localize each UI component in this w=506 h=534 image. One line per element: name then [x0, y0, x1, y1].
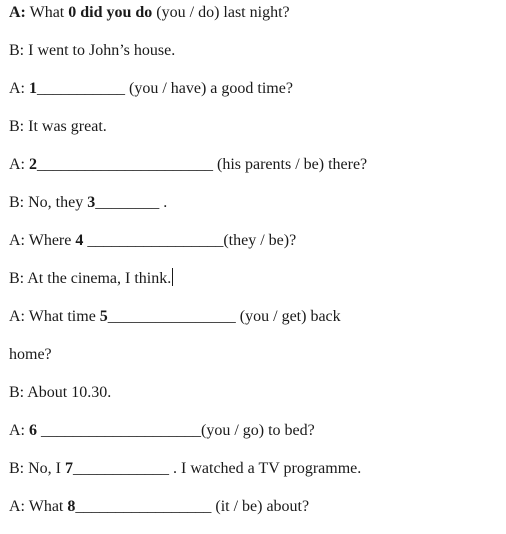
verb-prompt: (you / get) back [235, 308, 341, 325]
speaker-label: A: [9, 156, 25, 173]
speaker-label: A: [9, 232, 25, 249]
dialogue-line-14 [9, 494, 501, 532]
dialogue-line-5 [9, 152, 501, 190]
verb-prompt: (you / go) to bed? [201, 422, 315, 439]
answer-blank[interactable]: ________________ [107, 308, 236, 325]
dialogue-line-13 [9, 456, 501, 494]
answer-blank[interactable]: ________ [95, 194, 160, 211]
answer-blank[interactable]: ______________________ [37, 156, 213, 173]
verb-prompt: (his parents / be) there? [213, 156, 368, 173]
dialogue-line-11 [9, 380, 501, 418]
dialogue-line-4 [9, 114, 501, 152]
line-text: It was great. [24, 118, 107, 135]
question-number: 5 [99, 308, 108, 325]
line-text: At the cinema, I think. [24, 270, 172, 287]
line-text: I went to John’s house. [24, 42, 176, 59]
speaker-label: A: [9, 80, 25, 97]
question-number: 8 [67, 498, 76, 515]
speaker-label: A: [9, 422, 25, 439]
example-answer: 0 did you do [68, 4, 153, 21]
answer-blank[interactable]: _________________ [75, 498, 212, 515]
dialogue-line-9 [9, 304, 501, 342]
speaker-label: B: [9, 42, 25, 59]
speaker-label: A: [9, 4, 26, 21]
dialogue-line-6 [9, 190, 501, 228]
dialogue-line-2 [9, 38, 501, 76]
dialogue-line-1 [9, 0, 501, 38]
dialogue-line-7 [9, 228, 501, 266]
answer-blank[interactable]: _________________ [83, 232, 224, 249]
question-number: 4 [75, 232, 84, 249]
dialogue-line-8 [9, 266, 501, 304]
line-text: No, they [24, 194, 88, 211]
speaker-label: B: [9, 460, 25, 477]
verb-prompt: (it / be) about? [211, 498, 310, 515]
question-number: 6 [29, 422, 37, 439]
verb-prompt: (they / be)? [223, 232, 297, 249]
question-number: 7 [65, 460, 74, 477]
line-text: . [159, 194, 168, 211]
question-number: 2 [29, 156, 37, 173]
answer-blank[interactable]: ____________ [73, 460, 170, 477]
question-number: 3 [87, 194, 96, 211]
text-cursor [172, 268, 173, 286]
dialogue-line-10 [9, 342, 501, 380]
verb-prompt: (you / do) last night? [152, 4, 290, 21]
dialogue-line-3 [9, 76, 501, 114]
answer-blank[interactable]: ____________________ [37, 422, 201, 439]
line-text: What [25, 4, 69, 21]
speaker-label: B: [9, 194, 25, 211]
line-text: . I watched a TV programme. [169, 460, 362, 477]
dialogue-line-12 [9, 418, 501, 456]
speaker-label: A: [9, 498, 25, 515]
line-text: No, I [24, 460, 66, 477]
line-text: home? [9, 346, 52, 363]
line-text: About 10.30. [24, 384, 112, 401]
line-text: What [25, 498, 68, 515]
answer-blank[interactable]: ___________ [37, 80, 125, 97]
verb-prompt: (you / have) a good time? [125, 80, 293, 97]
line-text: What time [25, 308, 100, 325]
line-text: Where [25, 232, 76, 249]
speaker-label: A: [9, 308, 25, 325]
speaker-label: B: [9, 118, 25, 135]
exercise-document [9, 0, 501, 532]
question-number: 1 [29, 80, 37, 97]
speaker-label: B: [9, 270, 25, 287]
speaker-label: B: [9, 384, 25, 401]
